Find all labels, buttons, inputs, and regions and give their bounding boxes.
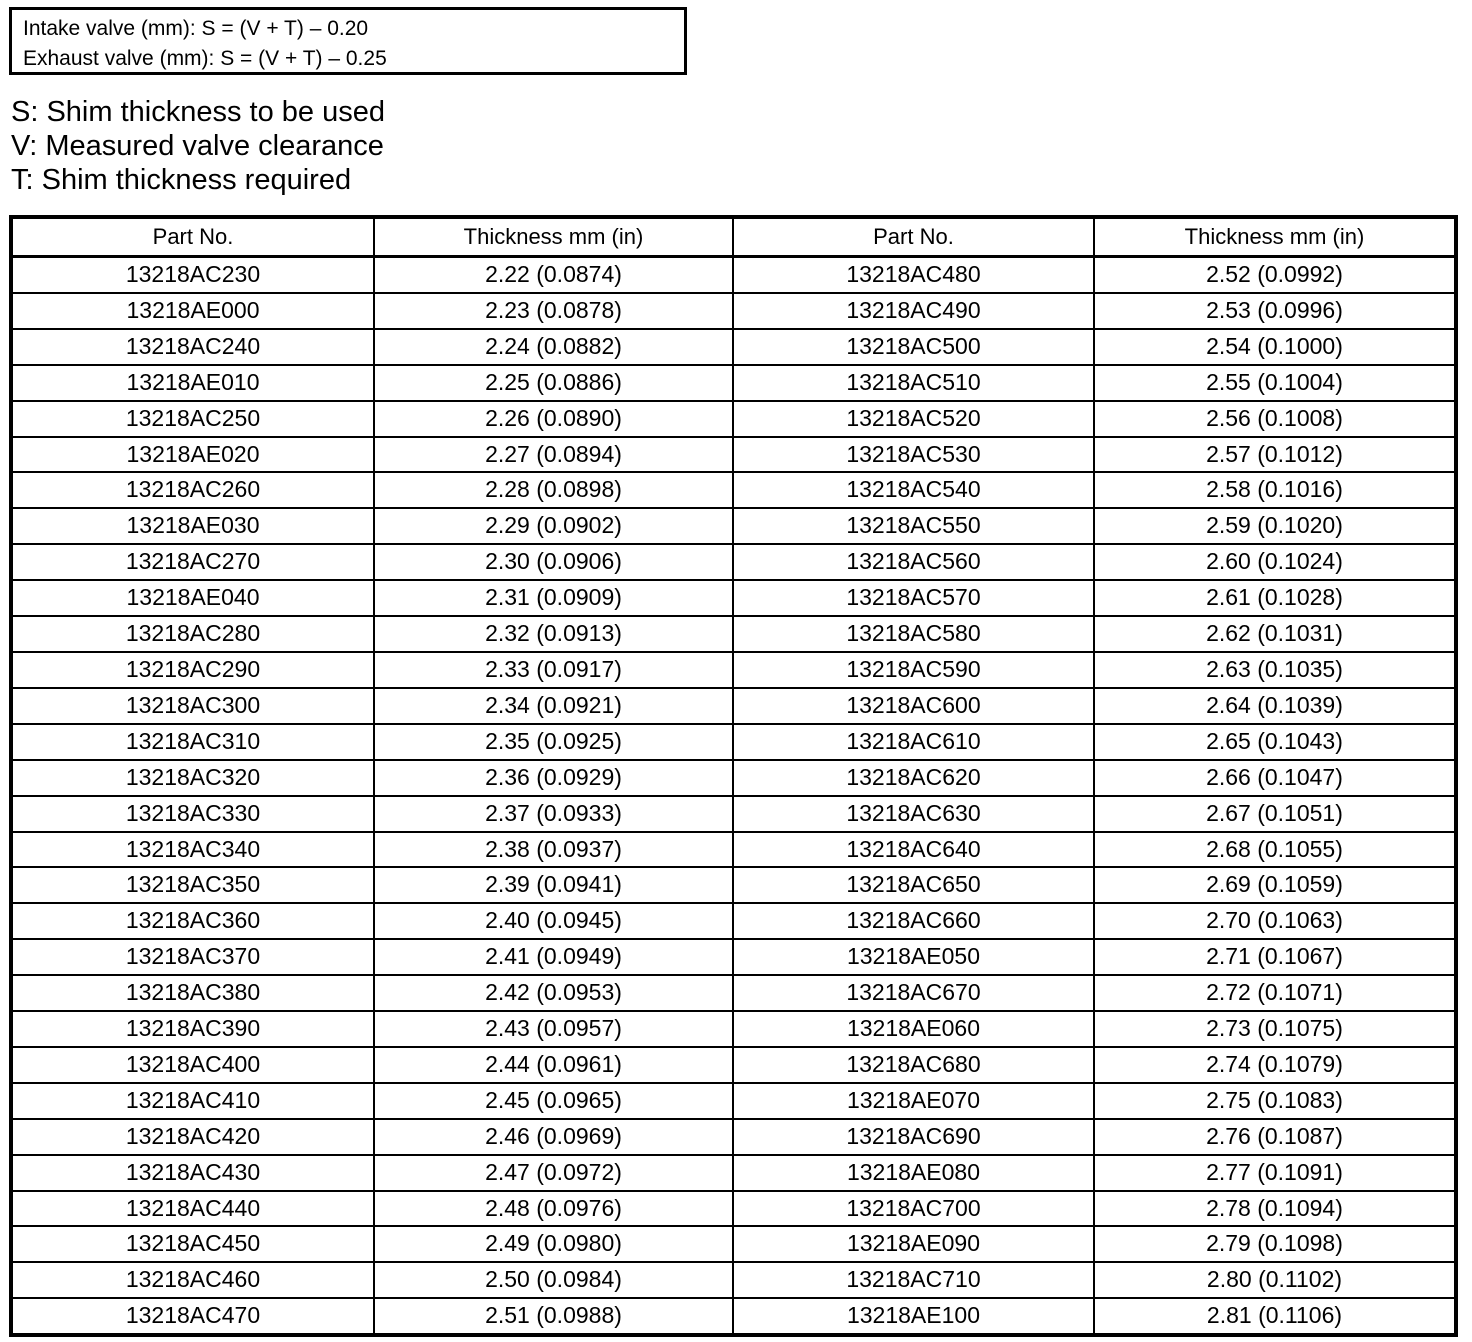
- table-row: [11, 329, 1456, 365]
- part-no-cell: 13218AC340: [11, 832, 374, 868]
- part-no-cell: 13218AC710: [733, 1262, 1094, 1298]
- part-no-cell: 13218AC300: [11, 688, 374, 724]
- part-no-cell: 13218AC600: [733, 688, 1094, 724]
- part-no-cell: 13218AC460: [11, 1262, 374, 1298]
- thickness-cell: 2.68 (0.1055): [1094, 832, 1456, 868]
- part-no-cell: 13218AC330: [11, 796, 374, 832]
- thickness-cell: 2.34 (0.0921): [374, 688, 733, 724]
- header-thickness-left: Thickness mm (in): [374, 217, 733, 257]
- thickness-cell: 2.32 (0.0913): [374, 616, 733, 652]
- table-row: [11, 508, 1456, 544]
- thickness-cell: 2.58 (0.1016): [1094, 472, 1456, 508]
- part-no-cell: 13218AC320: [11, 760, 374, 796]
- exhaust-formula: Exhaust valve (mm): S = (V + T) – 0.25: [23, 47, 387, 70]
- thickness-cell: 2.28 (0.0898): [374, 472, 733, 508]
- table-row: [11, 1226, 1456, 1262]
- thickness-cell: 2.62 (0.1031): [1094, 616, 1456, 652]
- legend-t: T: Shim thickness required: [11, 164, 352, 196]
- part-no-cell: 13218AC510: [733, 365, 1094, 401]
- intake-formula: Intake valve (mm): S = (V + T) – 0.20: [23, 17, 369, 40]
- thickness-cell: 2.33 (0.0917): [374, 652, 733, 688]
- thickness-cell: 2.47 (0.0972): [374, 1155, 733, 1191]
- thickness-cell: 2.37 (0.0933): [374, 796, 733, 832]
- thickness-cell: 2.35 (0.0925): [374, 724, 733, 760]
- thickness-cell: 2.42 (0.0953): [374, 975, 733, 1011]
- part-no-cell: 13218AC500: [733, 329, 1094, 365]
- table-row: [11, 293, 1456, 329]
- thickness-cell: 2.60 (0.1024): [1094, 544, 1456, 580]
- part-no-cell: 13218AC650: [733, 867, 1094, 903]
- table-header-row: [11, 217, 1456, 257]
- table-row: [11, 472, 1456, 508]
- thickness-cell: 2.51 (0.0988): [374, 1298, 733, 1335]
- thickness-cell: 2.52 (0.0992): [1094, 257, 1456, 293]
- thickness-cell: 2.45 (0.0965): [374, 1083, 733, 1119]
- part-no-cell: 13218AC530: [733, 437, 1094, 473]
- table-row: [11, 652, 1456, 688]
- table-row: [11, 796, 1456, 832]
- thickness-cell: 2.75 (0.1083): [1094, 1083, 1456, 1119]
- part-no-cell: 13218AE030: [11, 508, 374, 544]
- part-no-cell: 13218AC420: [11, 1119, 374, 1155]
- thickness-cell: 2.29 (0.0902): [374, 508, 733, 544]
- table-row: [11, 975, 1456, 1011]
- thickness-cell: 2.44 (0.0961): [374, 1047, 733, 1083]
- thickness-cell: 2.63 (0.1035): [1094, 652, 1456, 688]
- table-row: [11, 1119, 1456, 1155]
- part-no-cell: 13218AC440: [11, 1191, 374, 1227]
- thickness-cell: 2.25 (0.0886): [374, 365, 733, 401]
- part-no-cell: 13218AC360: [11, 903, 374, 939]
- thickness-cell: 2.22 (0.0874): [374, 257, 733, 293]
- thickness-cell: 2.31 (0.0909): [374, 580, 733, 616]
- part-no-cell: 13218AC660: [733, 903, 1094, 939]
- part-no-cell: 13218AC640: [733, 832, 1094, 868]
- thickness-cell: 2.46 (0.0969): [374, 1119, 733, 1155]
- part-no-cell: 13218AC470: [11, 1298, 374, 1335]
- thickness-cell: 2.70 (0.1063): [1094, 903, 1456, 939]
- part-no-cell: 13218AE060: [733, 1011, 1094, 1047]
- table-row: [11, 401, 1456, 437]
- part-no-cell: 13218AC540: [733, 472, 1094, 508]
- part-no-cell: 13218AC240: [11, 329, 374, 365]
- part-no-cell: 13218AC260: [11, 472, 374, 508]
- part-no-cell: 13218AE090: [733, 1226, 1094, 1262]
- part-no-cell: 13218AE080: [733, 1155, 1094, 1191]
- header-part-no-right: Part No.: [733, 217, 1094, 257]
- thickness-cell: 2.39 (0.0941): [374, 867, 733, 903]
- thickness-cell: 2.79 (0.1098): [1094, 1226, 1456, 1262]
- thickness-cell: 2.43 (0.0957): [374, 1011, 733, 1047]
- thickness-cell: 2.26 (0.0890): [374, 401, 733, 437]
- table-row: [11, 1083, 1456, 1119]
- part-no-cell: 13218AC350: [11, 867, 374, 903]
- part-no-cell: 13218AC250: [11, 401, 374, 437]
- table-row: [11, 1155, 1456, 1191]
- part-no-cell: 13218AE070: [733, 1083, 1094, 1119]
- part-no-cell: 13218AC270: [11, 544, 374, 580]
- table-row: [11, 1191, 1456, 1227]
- thickness-cell: 2.81 (0.1106): [1094, 1298, 1456, 1335]
- thickness-cell: 2.59 (0.1020): [1094, 508, 1456, 544]
- part-no-cell: 13218AE100: [733, 1298, 1094, 1335]
- part-no-cell: 13218AC400: [11, 1047, 374, 1083]
- thickness-cell: 2.78 (0.1094): [1094, 1191, 1456, 1227]
- part-no-cell: 13218AC620: [733, 760, 1094, 796]
- part-no-cell: 13218AC580: [733, 616, 1094, 652]
- part-no-cell: 13218AE050: [733, 939, 1094, 975]
- header-thickness-right: Thickness mm (in): [1094, 217, 1456, 257]
- part-no-cell: 13218AC680: [733, 1047, 1094, 1083]
- part-no-cell: 13218AC370: [11, 939, 374, 975]
- part-no-cell: 13218AE010: [11, 365, 374, 401]
- thickness-cell: 2.76 (0.1087): [1094, 1119, 1456, 1155]
- thickness-cell: 2.69 (0.1059): [1094, 867, 1456, 903]
- thickness-cell: 2.55 (0.1004): [1094, 365, 1456, 401]
- table-row: [11, 1262, 1456, 1298]
- part-no-cell: 13218AC390: [11, 1011, 374, 1047]
- thickness-cell: 2.61 (0.1028): [1094, 580, 1456, 616]
- thickness-cell: 2.67 (0.1051): [1094, 796, 1456, 832]
- part-no-cell: 13218AE040: [11, 580, 374, 616]
- shim-table: [9, 215, 1458, 1337]
- part-no-cell: 13218AC490: [733, 293, 1094, 329]
- part-no-cell: 13218AC380: [11, 975, 374, 1011]
- table-row: [11, 724, 1456, 760]
- legend-v: V: Measured valve clearance: [11, 130, 384, 162]
- header-part-no-left: Part No.: [11, 217, 374, 257]
- table-row: [11, 1298, 1456, 1335]
- thickness-cell: 2.53 (0.0996): [1094, 293, 1456, 329]
- thickness-cell: 2.40 (0.0945): [374, 903, 733, 939]
- part-no-cell: 13218AC570: [733, 580, 1094, 616]
- table-row: [11, 544, 1456, 580]
- thickness-cell: 2.50 (0.0984): [374, 1262, 733, 1298]
- formula-box: [9, 7, 687, 75]
- part-no-cell: 13218AC290: [11, 652, 374, 688]
- thickness-cell: 2.54 (0.1000): [1094, 329, 1456, 365]
- table-row: [11, 1047, 1456, 1083]
- thickness-cell: 2.30 (0.0906): [374, 544, 733, 580]
- thickness-cell: 2.49 (0.0980): [374, 1226, 733, 1262]
- part-no-cell: 13218AC700: [733, 1191, 1094, 1227]
- thickness-cell: 2.71 (0.1067): [1094, 939, 1456, 975]
- part-no-cell: 13218AC560: [733, 544, 1094, 580]
- thickness-cell: 2.24 (0.0882): [374, 329, 733, 365]
- table-row: [11, 616, 1456, 652]
- table-row: [11, 939, 1456, 975]
- thickness-cell: 2.77 (0.1091): [1094, 1155, 1456, 1191]
- part-no-cell: 13218AC480: [733, 257, 1094, 293]
- thickness-cell: 2.27 (0.0894): [374, 437, 733, 473]
- thickness-cell: 2.38 (0.0937): [374, 832, 733, 868]
- part-no-cell: 13218AC230: [11, 257, 374, 293]
- shim-table-body: [11, 257, 1456, 1336]
- thickness-cell: 2.56 (0.1008): [1094, 401, 1456, 437]
- thickness-cell: 2.73 (0.1075): [1094, 1011, 1456, 1047]
- part-no-cell: 13218AC670: [733, 975, 1094, 1011]
- thickness-cell: 2.48 (0.0976): [374, 1191, 733, 1227]
- thickness-cell: 2.41 (0.0949): [374, 939, 733, 975]
- part-no-cell: 13218AC430: [11, 1155, 374, 1191]
- table-row: [11, 257, 1456, 293]
- part-no-cell: 13218AC450: [11, 1226, 374, 1262]
- thickness-cell: 2.57 (0.1012): [1094, 437, 1456, 473]
- table-row: [11, 760, 1456, 796]
- table-row: [11, 903, 1456, 939]
- legend-s: S: Shim thickness to be used: [11, 96, 385, 128]
- thickness-cell: 2.23 (0.0878): [374, 293, 733, 329]
- thickness-cell: 2.66 (0.1047): [1094, 760, 1456, 796]
- variable-legend: [11, 95, 385, 197]
- table-row: [11, 580, 1456, 616]
- part-no-cell: 13218AE020: [11, 437, 374, 473]
- table-row: [11, 1011, 1456, 1047]
- table-row: [11, 832, 1456, 868]
- table-row: [11, 437, 1456, 473]
- part-no-cell: 13218AC590: [733, 652, 1094, 688]
- thickness-cell: 2.65 (0.1043): [1094, 724, 1456, 760]
- table-row: [11, 365, 1456, 401]
- thickness-cell: 2.80 (0.1102): [1094, 1262, 1456, 1298]
- part-no-cell: 13218AC410: [11, 1083, 374, 1119]
- part-no-cell: 13218AC310: [11, 724, 374, 760]
- table-row: [11, 688, 1456, 724]
- thickness-cell: 2.72 (0.1071): [1094, 975, 1456, 1011]
- part-no-cell: 13218AE000: [11, 293, 374, 329]
- part-no-cell: 13218AC690: [733, 1119, 1094, 1155]
- thickness-cell: 2.64 (0.1039): [1094, 688, 1456, 724]
- part-no-cell: 13218AC520: [733, 401, 1094, 437]
- table-row: [11, 867, 1456, 903]
- part-no-cell: 13218AC630: [733, 796, 1094, 832]
- part-no-cell: 13218AC280: [11, 616, 374, 652]
- thickness-cell: 2.36 (0.0929): [374, 760, 733, 796]
- part-no-cell: 13218AC610: [733, 724, 1094, 760]
- thickness-cell: 2.74 (0.1079): [1094, 1047, 1456, 1083]
- part-no-cell: 13218AC550: [733, 508, 1094, 544]
